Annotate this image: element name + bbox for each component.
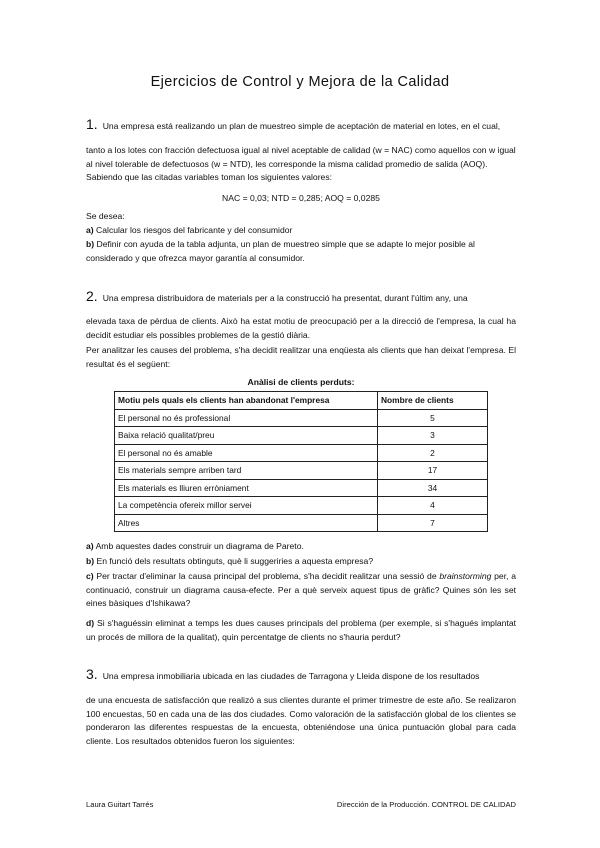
table-cell-count: 2	[378, 444, 488, 462]
exercise-1-intro-first-line: 1. Una empresa está realizando un plan de muestreo simple de aceptación de material en lotes, en el cual,	[86, 116, 501, 132]
table-header-row	[115, 392, 488, 410]
exercise-3-intro-first-line: 3. Una empresa inmobiliaria ubicada en las ciudades de Tarragona y Lleida dispone de los resultados	[86, 666, 480, 682]
table-cell-count: 4	[378, 497, 488, 515]
table-cell-reason: Els materials sempre arriben tard	[115, 462, 378, 480]
exercise-2-question-a: a) Amb aquestes dades construir un diagrama de Pareto.	[86, 541, 304, 551]
exercise-2-analysis: Per analitzar les causes del problema, s'ha decidit realitzar una enqüesta als clients que han deixat l'empresa. El resultat és el següent:	[86, 345, 516, 369]
exercise-2-number: 2.	[86, 288, 98, 304]
exercise-2-question-c: c) Per tractar d'eliminar la causa principal del problema, s'ha decidit realitzar una sessió de brainstorming per, a continuació, construir un diagrama causa-efecte. Per a què serveix aquest tipus de gràfic? Quines són les set eines bàsiques d'Ishikawa?	[86, 571, 516, 608]
exercise-1-se-desea: Se desea:	[86, 211, 125, 221]
table-cell-count: 5	[378, 409, 488, 427]
table-cell-reason: Baixa relació qualitat/preu	[115, 427, 378, 445]
exercise-2-intro-first-line: 2. Una empresa distribuidora de materials per a la construcció ha presentat, durant l'últim any, una	[86, 288, 468, 304]
table-row	[115, 427, 488, 445]
table-row	[115, 497, 488, 515]
exercise-3-number: 3.	[86, 666, 98, 682]
table-cell-count: 7	[378, 514, 488, 532]
table-cell-reason: El personal no és professional	[115, 409, 378, 427]
exercise-3-intro: de una encuesta de satisfacción que realizó a sus clientes durante el primer trimestre de este año. Se realizaron 100 encuestas, 50 en cada una de las dos ciudades. Como valoración de la satisfacción global de los clientes se ponderaron las diferentes respuestas de la encuesta, obteniéndose una única puntuación global para cada cliente. Los resultados obtenidos fueron los siguientes:	[86, 695, 516, 746]
exercise-1-question-a: a) Calcular los riesgos del fabricante y del consumidor	[86, 225, 293, 235]
table-header-reason: Motiu pels quals els clients han abandonat l'empresa	[115, 392, 378, 410]
table-row	[115, 514, 488, 532]
table-row	[115, 444, 488, 462]
table-row	[115, 409, 488, 427]
table-row	[115, 479, 488, 497]
table-cell-reason: Altres	[115, 514, 378, 532]
table-cell-reason: La competència ofereix millor servei	[115, 497, 378, 515]
exercise-2-intro: elevada taxa de pèrdua de clients. Això ha estat motiu de preocupació per a la direcció de l'empresa, la cual ha decidit estudiar els possibles problemes de la gestió diària.	[86, 316, 516, 340]
page-title: Ejercicios de Control y Mejora de la Calidad	[150, 74, 450, 90]
footer-author: Laura Guitart Tarrés	[86, 800, 154, 809]
exercise-2-question-d: d) Si s'haguéssin eliminat a temps les dues causes principals del problema (per exemple, si s'hagués implantat un procés de millora de la qualitat), quin percentatge de clients no s'hauria perdut?	[86, 618, 516, 642]
table-cell-count: 3	[378, 427, 488, 445]
table-cell-reason: Els materials es lliuren erròniament	[115, 479, 378, 497]
table-cell-count: 34	[378, 479, 488, 497]
table-cell-reason: El personal no és amable	[115, 444, 378, 462]
exercise-1-question-b: b) Definir con ayuda de la tabla adjunta, un plan de muestreo simple que se adapte lo mejor posible al considerado y que ofrezca mayor garantía al consumidor.	[86, 239, 475, 263]
table-cell-count: 17	[378, 462, 488, 480]
clients-lost-table	[114, 391, 488, 532]
table-row	[115, 462, 488, 480]
footer-course: Dirección de la Producción. CONTROL DE CALIDAD	[336, 800, 516, 809]
exercise-2-question-b: b) En funció dels resultats obtinguts, què li suggeriries a aquesta empresa?	[86, 556, 374, 566]
exercise-1-intro: tanto a los lotes con fracción defectuosa igual al nivel aceptable de calidad (w = NAC) como aquellos con w igual al nivel tolerable de defectuosos (w = NTD), les corresponde la misma calidad promedio de salida (AOQ). Sabiendo que las citadas variables toman los siguientes valores:	[86, 145, 516, 182]
exercise-1-values: NAC = 0,03; NTD = 0,285; AOQ = 0,0285	[222, 193, 380, 203]
table-header-count: Nombre de clients	[378, 392, 488, 410]
table-title: Anàlisi de clients perduts:	[247, 377, 355, 387]
exercise-1-number: 1.	[86, 116, 98, 132]
